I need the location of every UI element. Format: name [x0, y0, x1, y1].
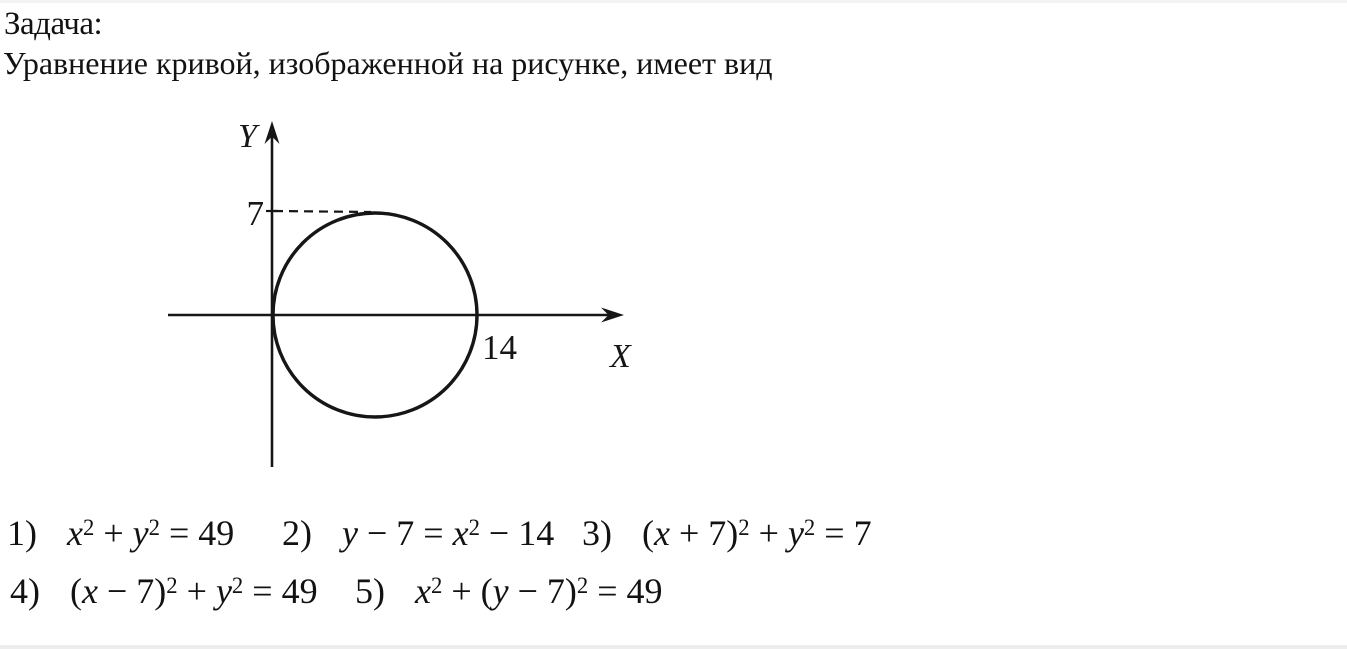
option-5-formula: $x^2 + (y - 7)^2 = 49$ — [415, 570, 663, 611]
answer-option-3 — [582, 506, 872, 555]
option-3-formula: $(x + 7)^2 + y^2 = 7$ — [642, 512, 872, 553]
dashed-guide-line — [274, 211, 371, 212]
option-1-number: 1) — [7, 512, 37, 553]
x-axis-label: X — [610, 338, 631, 375]
option-4-number: 4) — [10, 570, 40, 611]
option-2-number: 2) — [282, 512, 312, 553]
scan-artifact-bottom — [0, 645, 1347, 649]
answer-option-4 — [10, 564, 318, 613]
option-1-formula: $x^2 + y^2 = 49$ — [67, 512, 235, 553]
problem-title: Задача: — [4, 6, 103, 42]
option-4-formula: $(x - 7)^2 + y^2 = 49$ — [70, 570, 318, 611]
answer-option-1 — [7, 506, 234, 555]
answer-option-2 — [282, 506, 554, 555]
coordinate-plane-figure — [158, 113, 663, 483]
option-3-number: 3) — [582, 512, 612, 553]
answer-option-5 — [355, 564, 663, 613]
y-tick-label: 7 — [246, 194, 264, 233]
y-axis-label: Y — [238, 118, 257, 155]
x-tick-label: 14 — [482, 328, 517, 367]
option-2-formula: $y - 7 = x^2 - 14$ — [342, 512, 555, 553]
option-5-number: 5) — [355, 570, 385, 611]
scan-artifact-top — [0, 0, 1347, 3]
problem-statement: Уравнение кривой, изображенной на рисунке, имеет вид — [3, 45, 773, 81]
